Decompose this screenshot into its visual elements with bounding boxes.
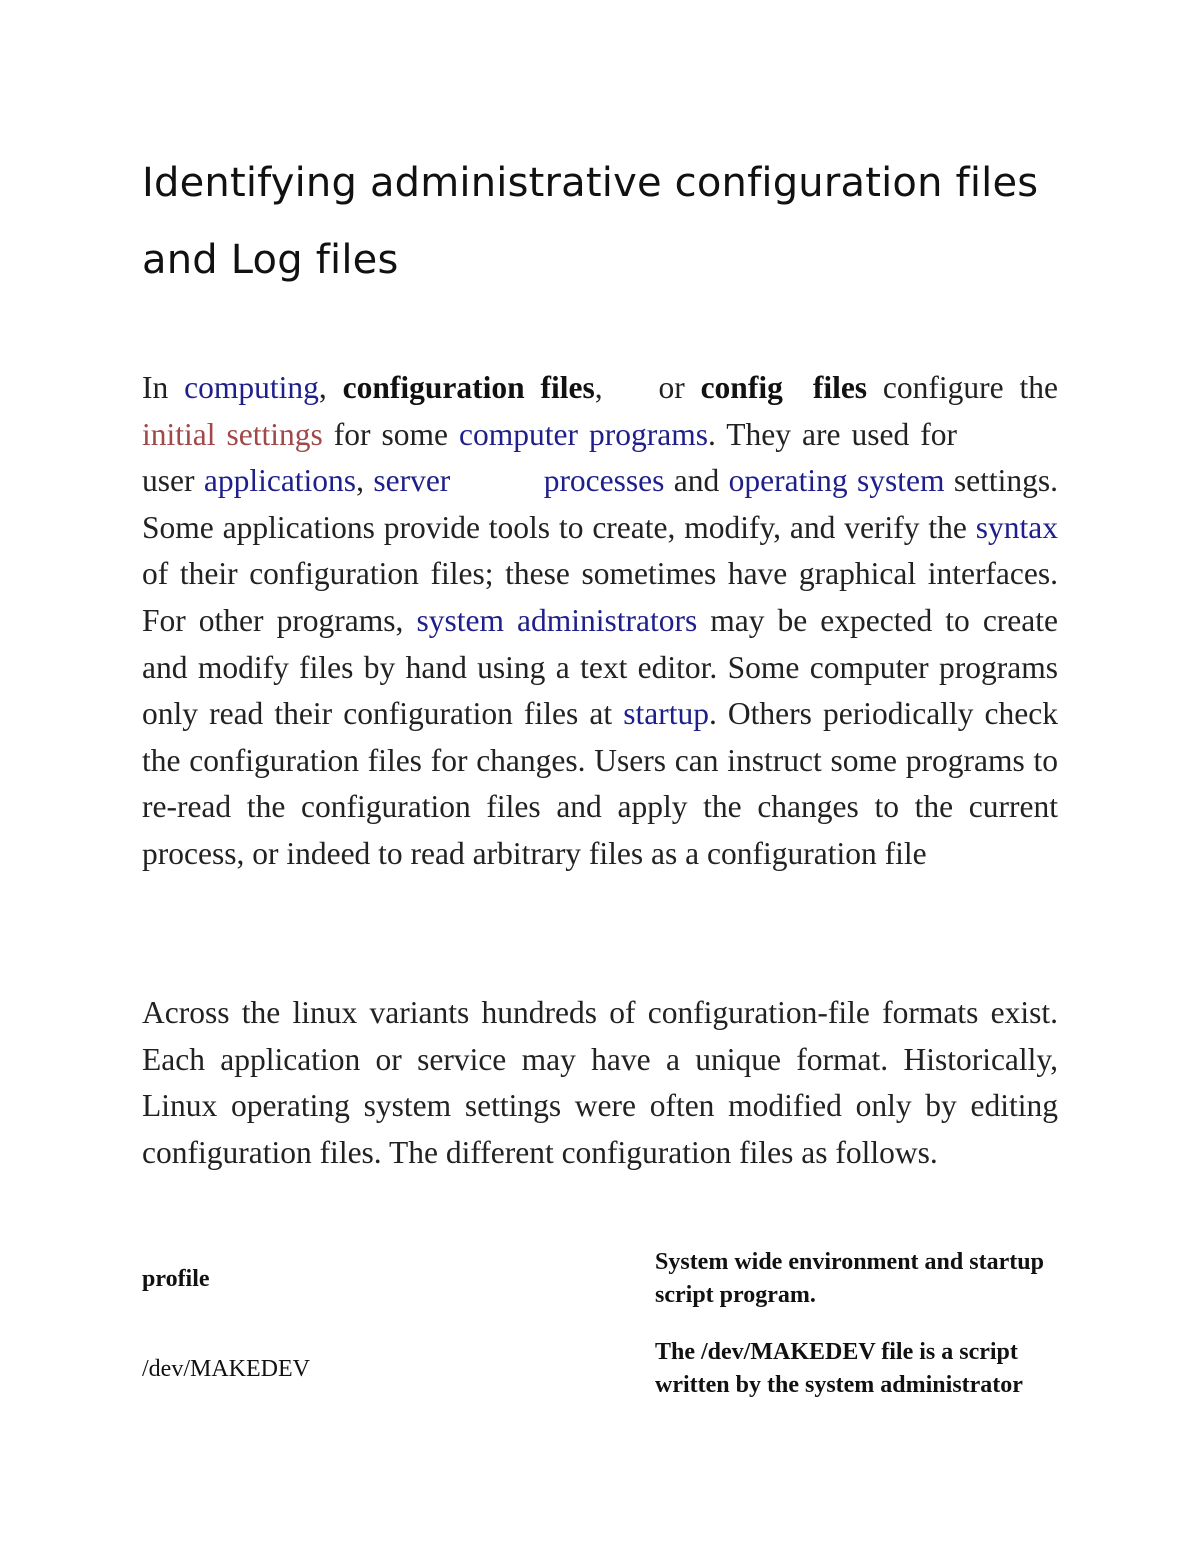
link-initial-settings[interactable]: initial settings <box>142 416 323 452</box>
config-file-description: System wide environment and startup script program. <box>655 1249 1044 1308</box>
formats-paragraph: Across the linux variants hundreds of configuration-file formats exist. Each application or service may have a unique format. Historically, Linux operating system settings were often modified only by editing configuration files. The different configuration files as follows. <box>142 995 1058 1170</box>
config-file-description: The /dev/MAKEDEV file is a script written by the system administrator <box>655 1339 1023 1398</box>
text: , <box>356 463 374 499</box>
text: may be expected to create and modify files by hand using a text editor. Some computer programs only read their configuration files at <box>142 602 1058 732</box>
text: settings. Some applications provide tools to create, modify, and verify the <box>142 463 1059 545</box>
link-startup[interactable]: startup <box>623 696 709 732</box>
link-applications[interactable]: applications <box>203 463 357 499</box>
page-title: Identifying administrative configuration files and Log files <box>142 160 1039 283</box>
text: or <box>658 370 701 405</box>
link-operating-system[interactable]: operating system <box>728 463 945 499</box>
config-file-name: /dev/MAKEDEV <box>142 1356 310 1382</box>
term-configuration-files: configuration files <box>342 370 595 405</box>
text: and <box>664 463 729 499</box>
text: In <box>142 370 185 405</box>
config-file-name: profile <box>142 1266 210 1292</box>
term-files: files <box>812 370 868 405</box>
config-file-row <box>142 1336 1058 1426</box>
config-files-table <box>142 1246 1058 1426</box>
text: of their configuration files; these sometimes have graphical interfaces. For other programs, <box>142 556 1058 638</box>
term-config: config <box>700 370 783 405</box>
link-processes[interactable]: processes <box>543 463 665 499</box>
text: configure the <box>867 370 1058 405</box>
link-computer-programs[interactable]: computer programs <box>459 416 708 452</box>
text: user <box>142 463 204 499</box>
link-computing[interactable]: computing <box>184 370 319 405</box>
link-system-administrators[interactable]: system administrators <box>416 602 698 638</box>
link-syntax[interactable]: syntax <box>975 509 1058 545</box>
text: . They are used for <box>707 416 968 452</box>
text: for some <box>322 416 460 452</box>
text: , <box>594 370 619 405</box>
intro-paragraph <box>142 365 1058 878</box>
config-file-row <box>142 1246 1058 1336</box>
text: , <box>318 370 343 405</box>
link-server[interactable]: server <box>373 463 451 499</box>
text: . Others periodically check the configuration files for changes. Users can instruct some programs to re-read the configuration files and apply the changes to the current process, or indeed to read arbitrary files as a configuration file <box>142 696 1058 871</box>
